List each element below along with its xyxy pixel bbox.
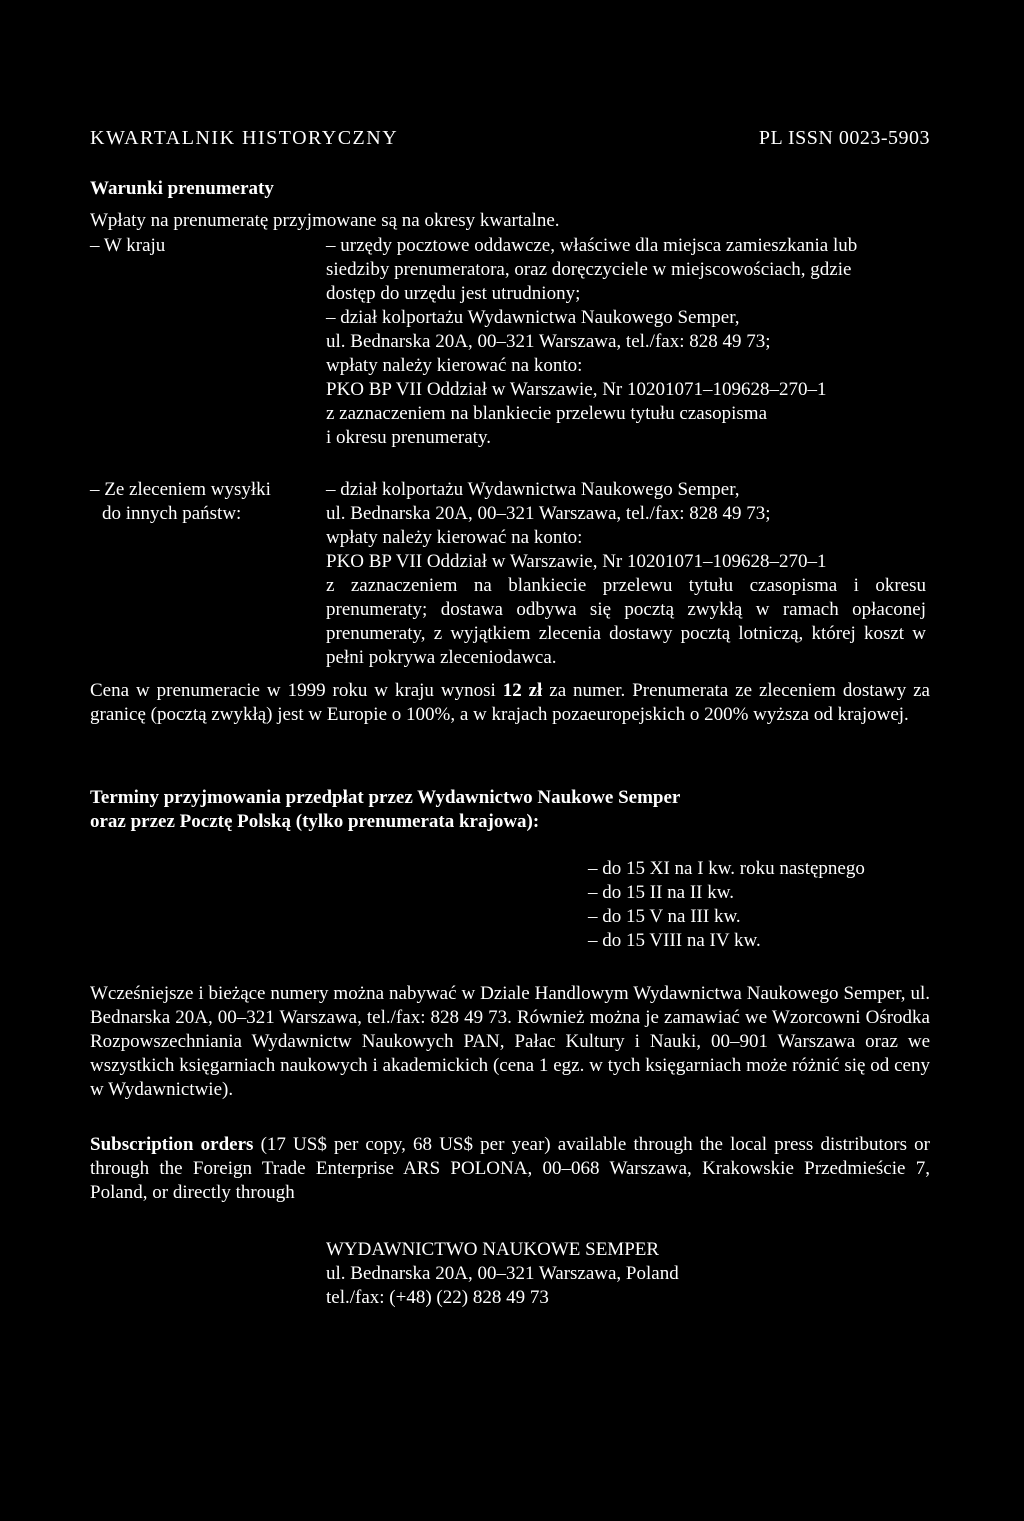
abroad-label-line: – Ze zleceniem wysyłki: [90, 479, 271, 500]
deadlines-list: [588, 857, 918, 953]
publisher-street: ul. Bednarska 20A, 00–321 Warszawa, Poland: [326, 1263, 679, 1284]
deadlines-heading-line: oraz przez Pocztę Polską (tylko prenumerata krajowa):: [90, 811, 540, 832]
abroad-line: PKO BP VII Oddział w Warszawie, Nr 10201071–109628–270–1: [326, 551, 827, 572]
subscription-text: (17 US$ per copy, 68 US$ per year) available through the local press distributors or through the Foreign Trade Enterprise ARS POLONA, 00–068 Warszawa, Krakowskie Przedmieście 7, Poland, or directly through: [90, 1134, 930, 1203]
back-issues-paragraph: Wcześniejsze i bieżące numery można nabywać w Dziale Handlowym Wydawnictwa Naukowego Semper, ul. Bednarska 20A, 00–321 Warszawa, tel./fax: 828 49 73. Również można je zamawiać we Wzorcowni Ośrodka Rozpowszechniania Wydawnictw Naukowych PAN, Pałac Kultury i Nauki, 00–901 Warszawa oraz we wszystkich księgarniach naukowych i akademickich (cena 1 egz. w tych księgarniach może różnić się od ceny w Wydawnictwie).: [90, 983, 930, 1100]
subscription-paragraph: [90, 1133, 930, 1205]
price-text-after: za numer. Prenumerata ze zleceniem dostawy za granicę (pocztą zwykłą) jest w Europie o 100%, a w krajach pozaeuropejskich o 200% wyższa od krajowej.: [90, 680, 930, 725]
conditions-heading: Warunki prenumeraty: [90, 178, 274, 199]
abroad-text: [326, 478, 926, 670]
price-amount: 12 zł: [502, 680, 543, 701]
abroad-line: – dział kolportażu Wydawnictwa Naukowego Semper,: [326, 479, 740, 500]
abroad-label-line: do innych państw:: [102, 503, 242, 524]
deadline-item: – do 15 XI na I kw. roku następnego: [588, 858, 865, 879]
abroad-line: ul. Bednarska 20A, 00–321 Warszawa, tel./fax: 828 49 73;: [326, 503, 771, 524]
deadlines-heading-line: Terminy przyjmowania przedpłat przez Wydawnictwo Naukowe Semper: [90, 787, 681, 808]
deadline-item: – do 15 V na III kw.: [588, 906, 741, 927]
domestic-line: i okresu prenumeraty.: [326, 427, 491, 448]
publisher-phone: tel./fax: (+48) (22) 828 49 73: [326, 1287, 549, 1308]
issn-number: PL ISSN 0023-5903: [758, 127, 930, 149]
abroad-label: [90, 478, 315, 526]
domestic-label: – W kraju: [90, 235, 166, 256]
domestic-line: PKO BP VII Oddział w Warszawie, Nr 10201071–109628–270–1: [326, 379, 827, 400]
deadline-item: – do 15 II na II kw.: [588, 882, 734, 903]
journal-title: KWARTALNIK HISTORYCZNY: [90, 127, 399, 149]
abroad-paragraph: z zaznaczeniem na blankiecie przelewu tytułu czasopisma i okresu prenumeraty; dostawa odbywa się pocztą zwykłą w ramach opłaconej prenumeraty, z wyjątkiem zlecenia dostawy pocztą lotniczą, której koszt w pełni pokrywa zleceniodawca.: [326, 575, 926, 668]
domestic-line: – urzędy pocztowe oddawcze, właściwe dla miejsca zamieszkania lub: [326, 235, 858, 256]
deadlines-heading: [90, 786, 930, 834]
publisher-name: WYDAWNICTWO NAUKOWE SEMPER: [326, 1239, 660, 1260]
domestic-line: ul. Bednarska 20A, 00–321 Warszawa, tel./fax: 828 49 73;: [326, 331, 771, 352]
deadline-item: – do 15 VIII na IV kw.: [588, 930, 761, 951]
conditions-intro: Wpłaty na prenumeratę przyjmowane są na okresy kwartalne.: [90, 210, 560, 231]
domestic-line: siedziby prenumeratora, oraz doręczyciele w miejscowościach, gdzie: [326, 259, 852, 280]
domestic-line: dostęp do urzędu jest utrudniony;: [326, 283, 581, 304]
domestic-line: z zaznaczeniem na blankiecie przelewu tytułu czasopisma: [326, 403, 767, 424]
publisher-address: [326, 1238, 926, 1310]
subscription-label: Subscription orders: [90, 1134, 254, 1155]
domestic-line: wpłaty należy kierować na konto:: [326, 355, 583, 376]
price-text-before: Cena w prenumeracie w 1999 roku w kraju wynosi: [90, 680, 503, 701]
domestic-text: [326, 234, 926, 450]
domestic-line: – dział kolportażu Wydawnictwa Naukowego Semper,: [326, 307, 740, 328]
price-paragraph: [90, 679, 930, 727]
abroad-line: wpłaty należy kierować na konto:: [326, 527, 583, 548]
